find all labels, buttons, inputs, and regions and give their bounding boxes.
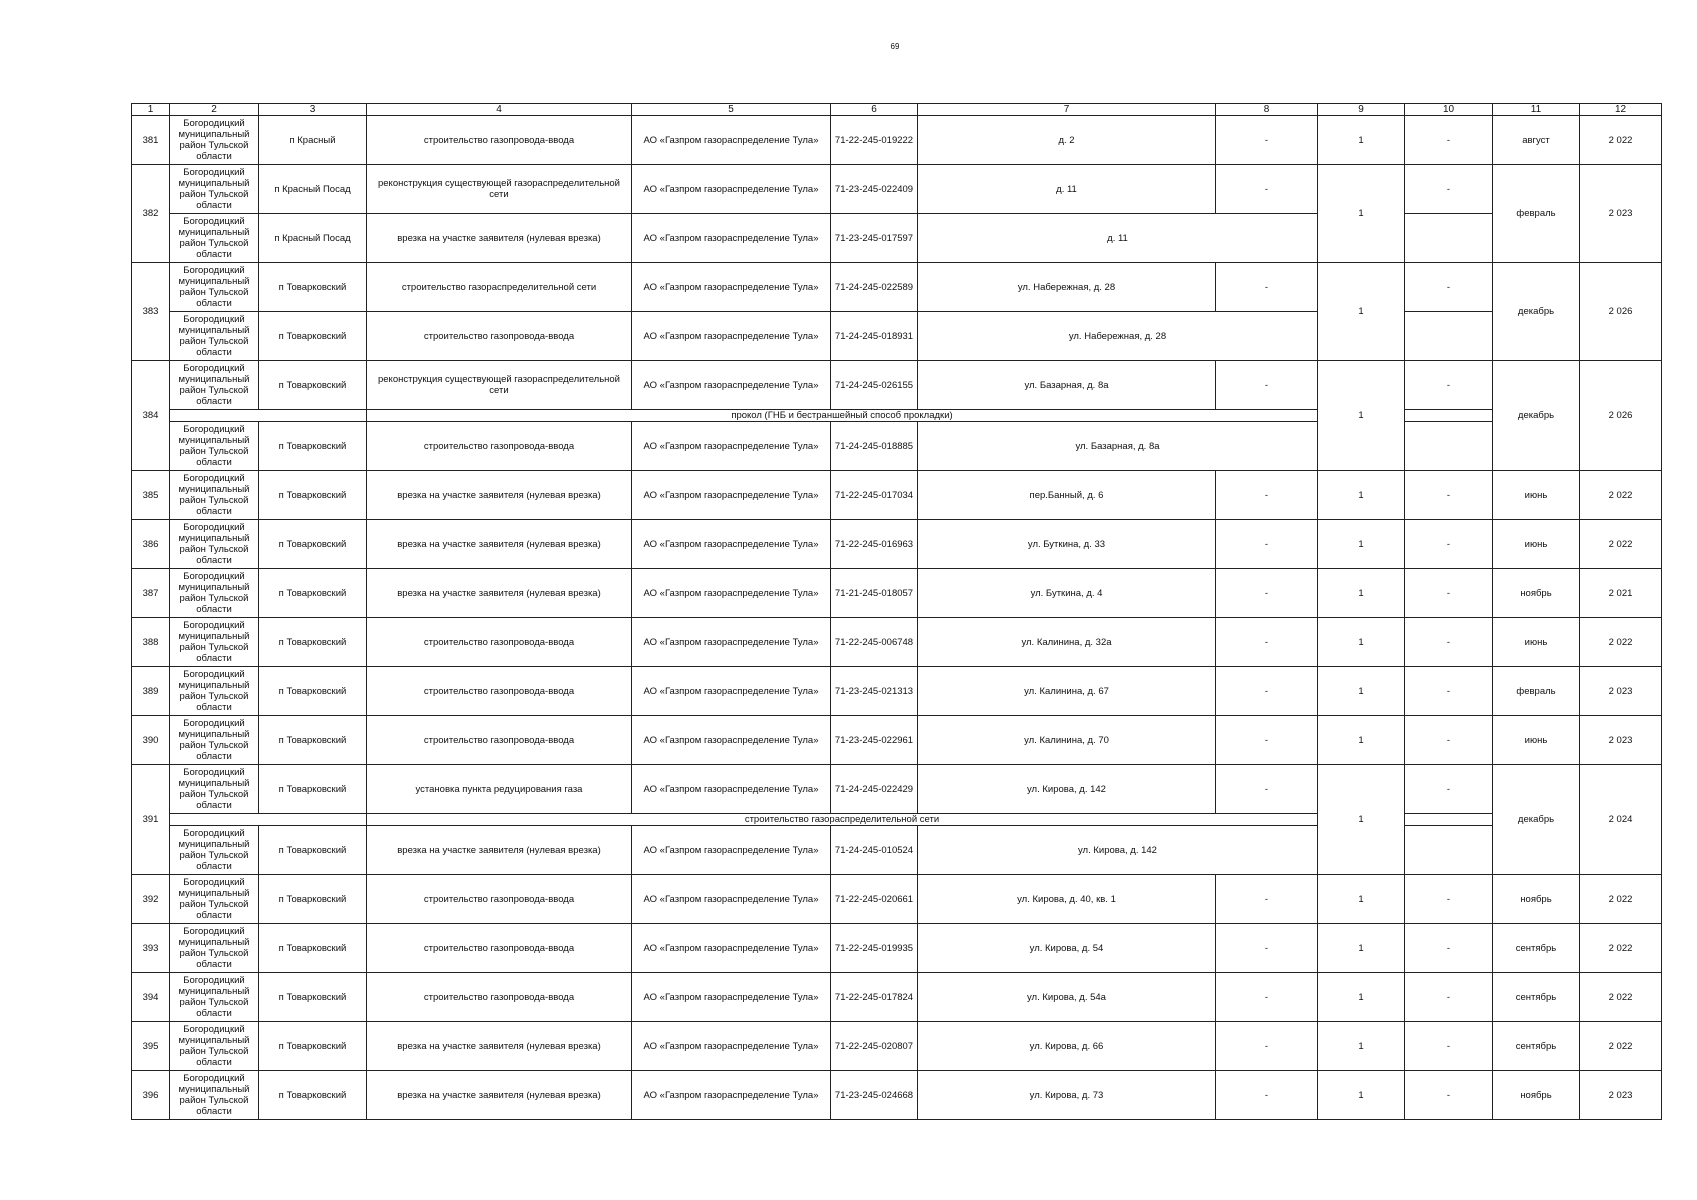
table-body: [132, 116, 1662, 1120]
year-cell: 2 022: [1580, 520, 1662, 569]
year-cell: 2 022: [1580, 1022, 1662, 1071]
count-cell: 1: [1318, 1022, 1405, 1071]
month-cell: сентябрь: [1493, 924, 1580, 973]
col10-cell: [1405, 312, 1493, 361]
municipality-cell: Богородицкий муниципальный район Тульской области: [170, 924, 259, 973]
month-cell: ноябрь: [1493, 569, 1580, 618]
col8-cell: -: [1216, 116, 1318, 165]
work-type-cell: строительство газопровода-ввода: [367, 716, 632, 765]
col10-cell: -: [1405, 716, 1493, 765]
row-number: 391: [132, 765, 170, 875]
work-type-cell: строительство газопровода-ввода: [367, 924, 632, 973]
organization-cell: АО «Газпром газораспределение Тула»: [632, 973, 831, 1022]
code-cell: 71-24-245-022429: [831, 765, 918, 814]
municipality-cell: Богородицкий муниципальный район Тульской области: [170, 312, 259, 361]
year-cell: 2 022: [1580, 924, 1662, 973]
code-cell: 71-22-245-016963: [831, 520, 918, 569]
col8-cell: -: [1216, 924, 1318, 973]
work-type-cell: установка пункта редуцирования газа: [367, 765, 632, 814]
work-type-cell: строительство газопровода-ввода: [367, 116, 632, 165]
code-cell: 71-21-245-018057: [831, 569, 918, 618]
month-cell: ноябрь: [1493, 875, 1580, 924]
table-row: [132, 361, 1662, 410]
row-number: 386: [132, 520, 170, 569]
col10-cell: -: [1405, 1022, 1493, 1071]
settlement-cell: п Товарковский: [259, 667, 367, 716]
table-row: [132, 569, 1662, 618]
municipality-cell: Богородицкий муниципальный район Тульской области: [170, 471, 259, 520]
count-cell: 1: [1318, 618, 1405, 667]
settlement-cell: п Товарковский: [259, 263, 367, 312]
municipality-cell: Богородицкий муниципальный район Тульской области: [170, 422, 259, 471]
row-number: 382: [132, 165, 170, 263]
table-row: [132, 263, 1662, 312]
month-cell: февраль: [1493, 667, 1580, 716]
table-row: [132, 973, 1662, 1022]
count-cell: 1: [1318, 924, 1405, 973]
address-cell: ул. Набережная, д. 28: [918, 312, 1318, 361]
count-cell: 1: [1318, 116, 1405, 165]
count-cell: 1: [1318, 165, 1405, 263]
address-cell: ул. Кирова, д. 54а: [918, 973, 1216, 1022]
address-cell: ул. Кирова, д. 40, кв. 1: [918, 875, 1216, 924]
municipality-cell: Богородицкий муниципальный район Тульской области: [170, 569, 259, 618]
organization-cell: АО «Газпром газораспределение Тула»: [632, 569, 831, 618]
row-number: 381: [132, 116, 170, 165]
municipality-cell: Богородицкий муниципальный район Тульской области: [170, 214, 259, 263]
year-cell: 2 024: [1580, 765, 1662, 875]
count-cell: 1: [1318, 716, 1405, 765]
settlement-cell: п Товарковский: [259, 1071, 367, 1120]
col10-cell: -: [1405, 765, 1493, 814]
row-number: 392: [132, 875, 170, 924]
organization-cell: АО «Газпром газораспределение Тула»: [632, 471, 831, 520]
address-cell: д. 11: [918, 214, 1318, 263]
municipality-cell: Богородицкий муниципальный район Тульской области: [170, 765, 259, 814]
settlement-cell: п Красный Посад: [259, 214, 367, 263]
col10-cell: [1405, 214, 1493, 263]
settlement-cell: п Товарковский: [259, 875, 367, 924]
count-cell: 1: [1318, 667, 1405, 716]
row-number: 394: [132, 973, 170, 1022]
year-cell: 2 023: [1580, 1071, 1662, 1120]
column-header: 3: [259, 104, 367, 116]
count-cell: 1: [1318, 263, 1405, 361]
organization-cell: АО «Газпром газораспределение Тула»: [632, 1071, 831, 1120]
col8-cell: -: [1216, 765, 1318, 814]
organization-cell: АО «Газпром газораспределение Тула»: [632, 116, 831, 165]
organization-cell: АО «Газпром газораспределение Тула»: [632, 214, 831, 263]
municipality-cell: Богородицкий муниципальный район Тульской области: [170, 1071, 259, 1120]
municipality-cell: Богородицкий муниципальный район Тульской области: [170, 973, 259, 1022]
address-cell: ул. Базарная, д. 8а: [918, 361, 1216, 410]
code-cell: 71-22-245-006748: [831, 618, 918, 667]
column-header: 1: [132, 104, 170, 116]
row-number: 387: [132, 569, 170, 618]
organization-cell: АО «Газпром газораспределение Тула»: [632, 1022, 831, 1071]
organization-cell: АО «Газпром газораспределение Тула»: [632, 667, 831, 716]
organization-cell: АО «Газпром газораспределение Тула»: [632, 765, 831, 814]
col10-cell: -: [1405, 667, 1493, 716]
organization-cell: АО «Газпром газораспределение Тула»: [632, 826, 831, 875]
address-cell: ул. Калинина, д. 67: [918, 667, 1216, 716]
note-cell: прокол (ГНБ и бестраншейный способ прокладки): [367, 410, 1318, 422]
col10-cell: -: [1405, 471, 1493, 520]
count-cell: 1: [1318, 1071, 1405, 1120]
address-cell: ул. Буткина, д. 33: [918, 520, 1216, 569]
work-type-cell: врезка на участке заявителя (нулевая врезка): [367, 826, 632, 875]
row-number: 389: [132, 667, 170, 716]
col8-cell: -: [1216, 165, 1318, 214]
organization-cell: АО «Газпром газораспределение Тула»: [632, 520, 831, 569]
table-row: [132, 716, 1662, 765]
column-header: 4: [367, 104, 632, 116]
year-cell: 2 023: [1580, 165, 1662, 263]
work-type-cell: строительство газопровода-ввода: [367, 875, 632, 924]
col8-cell: -: [1216, 1071, 1318, 1120]
code-cell: 71-23-245-021313: [831, 667, 918, 716]
col8-cell: -: [1216, 520, 1318, 569]
row-number: 384: [132, 361, 170, 471]
year-cell: 2 022: [1580, 471, 1662, 520]
row-number: 385: [132, 471, 170, 520]
work-type-cell: врезка на участке заявителя (нулевая врезка): [367, 569, 632, 618]
column-header: 10: [1405, 104, 1493, 116]
month-cell: сентябрь: [1493, 1022, 1580, 1071]
municipality-cell: Богородицкий муниципальный район Тульской области: [170, 875, 259, 924]
code-cell: 71-24-245-022589: [831, 263, 918, 312]
year-cell: 2 022: [1580, 875, 1662, 924]
table-row: [132, 667, 1662, 716]
settlement-cell: п Товарковский: [259, 826, 367, 875]
year-cell: 2 023: [1580, 716, 1662, 765]
column-header: 9: [1318, 104, 1405, 116]
municipality-cell: Богородицкий муниципальный район Тульской области: [170, 1022, 259, 1071]
row-number: 396: [132, 1071, 170, 1120]
address-cell: д. 11: [918, 165, 1216, 214]
header-row: [132, 104, 1662, 116]
organization-cell: АО «Газпром газораспределение Тула»: [632, 875, 831, 924]
col10-cell: -: [1405, 973, 1493, 1022]
month-cell: август: [1493, 116, 1580, 165]
settlement-cell: п Товарковский: [259, 1022, 367, 1071]
code-cell: 71-23-245-017597: [831, 214, 918, 263]
address-cell: ул. Кирова, д. 54: [918, 924, 1216, 973]
table-row: [132, 875, 1662, 924]
address-cell: ул. Базарная, д. 8а: [918, 422, 1318, 471]
col10-cell: -: [1405, 875, 1493, 924]
municipality-cell: Богородицкий муниципальный район Тульской области: [170, 716, 259, 765]
address-cell: ул. Калинина, д. 70: [918, 716, 1216, 765]
code-cell: 71-22-245-020661: [831, 875, 918, 924]
col10-cell: -: [1405, 520, 1493, 569]
settlement-cell: п Красный: [259, 116, 367, 165]
code-cell: 71-23-245-024668: [831, 1071, 918, 1120]
settlement-cell: п Товарковский: [259, 361, 367, 410]
col8-cell: -: [1216, 618, 1318, 667]
row-number: 388: [132, 618, 170, 667]
address-cell: ул. Кирова, д. 142: [918, 826, 1318, 875]
table-row: [132, 826, 1662, 875]
settlement-cell: п Товарковский: [259, 471, 367, 520]
code-cell: 71-22-245-019935: [831, 924, 918, 973]
municipality-cell: Богородицкий муниципальный район Тульской области: [170, 116, 259, 165]
work-type-cell: строительство газопровода-ввода: [367, 667, 632, 716]
code-cell: 71-23-245-022409: [831, 165, 918, 214]
settlement-cell: п Товарковский: [259, 924, 367, 973]
row-number: 393: [132, 924, 170, 973]
month-cell: декабрь: [1493, 361, 1580, 471]
count-cell: 1: [1318, 765, 1405, 875]
work-type-cell: реконструкция существующей газораспределительной сети: [367, 165, 632, 214]
note-blank-cell: [170, 814, 367, 826]
month-cell: июнь: [1493, 520, 1580, 569]
address-cell: ул. Кирова, д. 66: [918, 1022, 1216, 1071]
work-type-cell: врезка на участке заявителя (нулевая врезка): [367, 1071, 632, 1120]
month-cell: декабрь: [1493, 263, 1580, 361]
code-cell: 71-24-245-026155: [831, 361, 918, 410]
count-cell: 1: [1318, 973, 1405, 1022]
organization-cell: АО «Газпром газораспределение Тула»: [632, 312, 831, 361]
col10-cell: [1405, 410, 1493, 422]
col8-cell: -: [1216, 263, 1318, 312]
organization-cell: АО «Газпром газораспределение Тула»: [632, 618, 831, 667]
column-header: 5: [632, 104, 831, 116]
column-header: 8: [1216, 104, 1318, 116]
month-cell: июнь: [1493, 471, 1580, 520]
col8-cell: -: [1216, 973, 1318, 1022]
year-cell: 2 022: [1580, 973, 1662, 1022]
note-row: [132, 410, 1662, 422]
address-cell: ул. Набережная, д. 28: [918, 263, 1216, 312]
col8-cell: -: [1216, 667, 1318, 716]
code-cell: 71-24-245-010524: [831, 826, 918, 875]
address-cell: пер.Банный, д. 6: [918, 471, 1216, 520]
work-type-cell: реконструкция существующей газораспределительной сети: [367, 361, 632, 410]
table-row: [132, 1022, 1662, 1071]
table-row: [132, 618, 1662, 667]
page-number: 69: [890, 42, 900, 51]
work-type-cell: строительство газопровода-ввода: [367, 422, 632, 471]
work-type-cell: строительство газопровода-ввода: [367, 973, 632, 1022]
count-cell: 1: [1318, 569, 1405, 618]
organization-cell: АО «Газпром газораспределение Тула»: [632, 924, 831, 973]
municipality-cell: Богородицкий муниципальный район Тульской области: [170, 520, 259, 569]
col8-cell: -: [1216, 569, 1318, 618]
organization-cell: АО «Газпром газораспределение Тула»: [632, 263, 831, 312]
col8-cell: -: [1216, 361, 1318, 410]
note-cell: строительство газораспределительной сети: [367, 814, 1318, 826]
note-row: [132, 814, 1662, 826]
table-row: [132, 312, 1662, 361]
work-type-cell: врезка на участке заявителя (нулевая врезка): [367, 471, 632, 520]
col10-cell: -: [1405, 263, 1493, 312]
year-cell: 2 022: [1580, 116, 1662, 165]
col10-cell: -: [1405, 618, 1493, 667]
row-number: 383: [132, 263, 170, 361]
work-type-cell: врезка на участке заявителя (нулевая врезка): [367, 1022, 632, 1071]
organization-cell: АО «Газпром газораспределение Тула»: [632, 361, 831, 410]
table-row: [132, 214, 1662, 263]
count-cell: 1: [1318, 361, 1405, 471]
column-header: 11: [1493, 104, 1580, 116]
address-cell: ул. Буткина, д. 4: [918, 569, 1216, 618]
column-header: 6: [831, 104, 918, 116]
settlement-cell: п Товарковский: [259, 312, 367, 361]
settlement-cell: п Товарковский: [259, 973, 367, 1022]
count-cell: 1: [1318, 520, 1405, 569]
work-type-cell: врезка на участке заявителя (нулевая врезка): [367, 520, 632, 569]
municipality-cell: Богородицкий муниципальный район Тульской области: [170, 826, 259, 875]
code-cell: 71-22-245-019222: [831, 116, 918, 165]
col10-cell: -: [1405, 361, 1493, 410]
address-cell: ул. Калинина, д. 32а: [918, 618, 1216, 667]
code-cell: 71-23-245-022961: [831, 716, 918, 765]
settlement-cell: п Товарковский: [259, 569, 367, 618]
table-row: [132, 471, 1662, 520]
table-row: [132, 765, 1662, 814]
settlement-cell: п Товарковский: [259, 422, 367, 471]
table-row: [132, 520, 1662, 569]
col10-cell: -: [1405, 924, 1493, 973]
col10-cell: -: [1405, 569, 1493, 618]
address-cell: ул. Кирова, д. 73: [918, 1071, 1216, 1120]
address-cell: ул. Кирова, д. 142: [918, 765, 1216, 814]
settlement-cell: п Товарковский: [259, 520, 367, 569]
work-type-cell: врезка на участке заявителя (нулевая врезка): [367, 214, 632, 263]
month-cell: декабрь: [1493, 765, 1580, 875]
col10-cell: -: [1405, 116, 1493, 165]
work-type-cell: строительство газопровода-ввода: [367, 312, 632, 361]
municipality-cell: Богородицкий муниципальный район Тульской области: [170, 618, 259, 667]
work-type-cell: строительство газопровода-ввода: [367, 618, 632, 667]
table-row: [132, 1071, 1662, 1120]
col10-cell: [1405, 826, 1493, 875]
municipality-cell: Богородицкий муниципальный район Тульской области: [170, 263, 259, 312]
year-cell: 2 023: [1580, 667, 1662, 716]
table-row: [132, 165, 1662, 214]
col8-cell: -: [1216, 471, 1318, 520]
year-cell: 2 022: [1580, 618, 1662, 667]
col8-cell: -: [1216, 875, 1318, 924]
count-cell: 1: [1318, 875, 1405, 924]
column-header: 12: [1580, 104, 1662, 116]
code-cell: 71-22-245-020807: [831, 1022, 918, 1071]
work-type-cell: строительство газораспределительной сети: [367, 263, 632, 312]
organization-cell: АО «Газпром газораспределение Тула»: [632, 716, 831, 765]
table-row: [132, 422, 1662, 471]
table-row: [132, 924, 1662, 973]
column-header: 7: [918, 104, 1216, 116]
municipality-cell: Богородицкий муниципальный район Тульской области: [170, 361, 259, 410]
code-cell: 71-22-245-017034: [831, 471, 918, 520]
year-cell: 2 021: [1580, 569, 1662, 618]
address-cell: д. 2: [918, 116, 1216, 165]
register-table: [131, 103, 1662, 1120]
month-cell: ноябрь: [1493, 1071, 1580, 1120]
code-cell: 71-24-245-018931: [831, 312, 918, 361]
count-cell: 1: [1318, 471, 1405, 520]
municipality-cell: Богородицкий муниципальный район Тульской области: [170, 165, 259, 214]
col10-cell: [1405, 814, 1493, 826]
code-cell: 71-22-245-017824: [831, 973, 918, 1022]
code-cell: 71-24-245-018885: [831, 422, 918, 471]
row-number: 395: [132, 1022, 170, 1071]
column-header: 2: [170, 104, 259, 116]
settlement-cell: п Товарковский: [259, 765, 367, 814]
organization-cell: АО «Газпром газораспределение Тула»: [632, 422, 831, 471]
col10-cell: -: [1405, 165, 1493, 214]
year-cell: 2 026: [1580, 361, 1662, 471]
month-cell: февраль: [1493, 165, 1580, 263]
settlement-cell: п Красный Посад: [259, 165, 367, 214]
note-blank-cell: [170, 410, 367, 422]
settlement-cell: п Товарковский: [259, 716, 367, 765]
municipality-cell: Богородицкий муниципальный район Тульской области: [170, 667, 259, 716]
month-cell: июнь: [1493, 716, 1580, 765]
organization-cell: АО «Газпром газораспределение Тула»: [632, 165, 831, 214]
table-row: [132, 116, 1662, 165]
col8-cell: -: [1216, 716, 1318, 765]
col10-cell: -: [1405, 1071, 1493, 1120]
col8-cell: -: [1216, 1022, 1318, 1071]
month-cell: июнь: [1493, 618, 1580, 667]
col10-cell: [1405, 422, 1493, 471]
row-number: 390: [132, 716, 170, 765]
month-cell: сентябрь: [1493, 973, 1580, 1022]
year-cell: 2 026: [1580, 263, 1662, 361]
settlement-cell: п Товарковский: [259, 618, 367, 667]
